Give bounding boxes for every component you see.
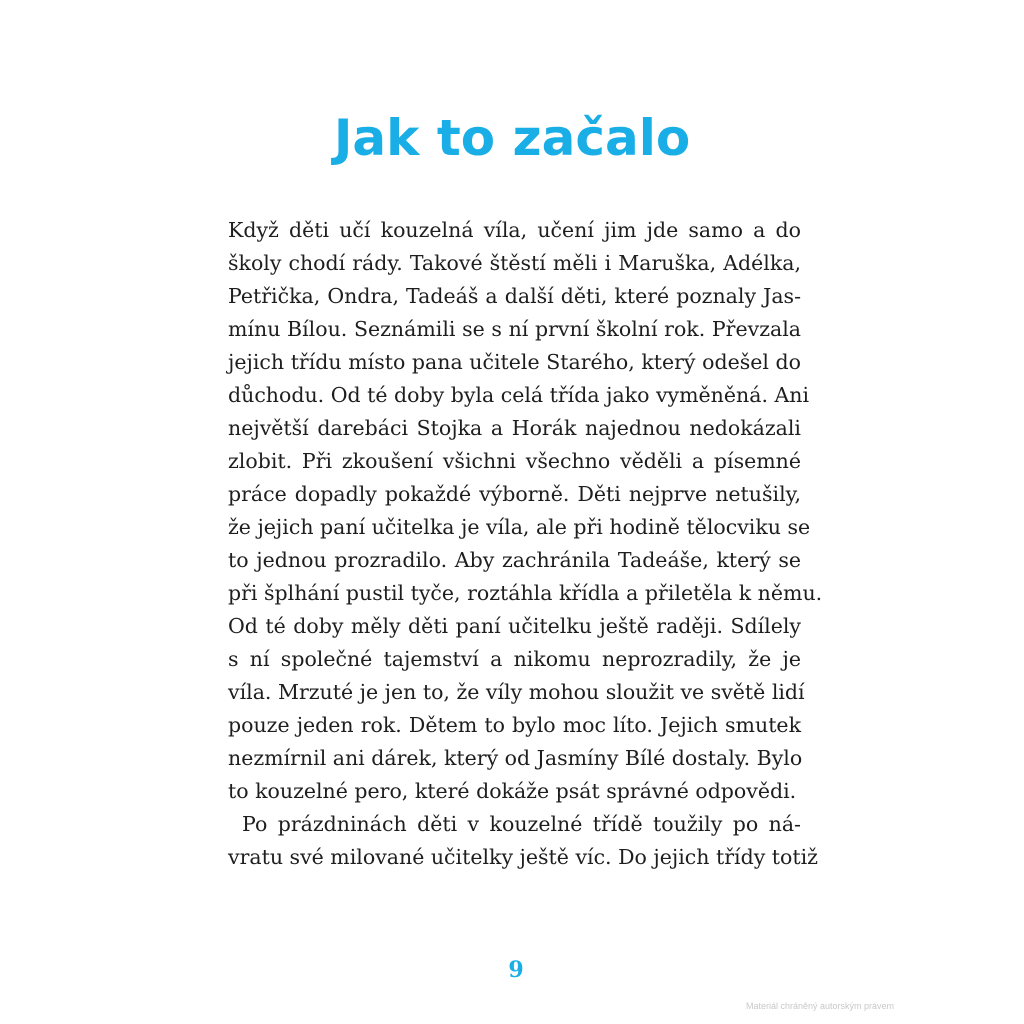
paragraph-start-line: Po prázdninách děti v kouzelné třídě toužily po ná- <box>242 812 801 836</box>
chapter-title: Jak to začalo <box>333 109 691 167</box>
text-line: největší darebáci Stojka a Horák najednou nedokázali <box>228 416 801 440</box>
page-number: 9 <box>508 957 524 983</box>
text-line: že jejich paní učitelka je víla, ale při hodině tělocviku se <box>228 515 811 539</box>
text-line: Petřička, Ondra, Tadeáš a další děti, které poznaly Jas- <box>228 284 801 308</box>
text-line: mínu Bílou. Seznámili se s ní první školní rok. Převzala <box>228 317 801 341</box>
text-line: důchodu. Od té doby byla celá třída jako vyměněná. Ani <box>228 383 810 407</box>
text-line: pouze jeden rok. Dětem to bylo moc líto. Jejich smutek <box>228 713 801 737</box>
body-text <box>228 214 823 874</box>
text-line: při šplhání pustil tyče, roztáhla křídla a přiletěla k němu. <box>228 581 823 605</box>
text-line: jejich třídu místo pana učitele Starého, který odešel do <box>228 350 801 374</box>
text-line: zlobit. Při zkoušení všichni všechno věděli a písemné <box>228 449 801 473</box>
text-line: nezmírnil ani dárek, který od Jasmíny Bílé dostaly. Bylo <box>228 746 803 770</box>
paragraph-end-line: to kouzelné pero, které dokáže psát správné odpovědi. <box>228 779 797 803</box>
text-line: s ní společné tajemství a nikomu neprozradily, že je <box>228 647 801 671</box>
text-line: práce dopadly pokaždé výborně. Děti nejprve netušily, <box>228 482 801 506</box>
text-line: školy chodí rády. Takové štěstí měli i Maruška, Adélka, <box>228 251 801 275</box>
text-line: to jednou prozradilo. Aby zachránila Tadeáše, který se <box>228 548 801 572</box>
text-line: víla. Mrzuté je jen to, že víly mohou sloužit ve světě lidí <box>228 680 805 704</box>
text-line: Když děti učí kouzelná víla, učení jim jde samo a do <box>228 218 801 242</box>
text-line: vratu své milované učitelky ještě víc. Do jejich třídy totiž <box>228 845 818 869</box>
copyright-watermark: Materiál chráněný autorským právem <box>746 1001 895 1011</box>
text-line: Od té doby měly děti paní učitelku ještě raději. Sdílely <box>228 614 801 638</box>
